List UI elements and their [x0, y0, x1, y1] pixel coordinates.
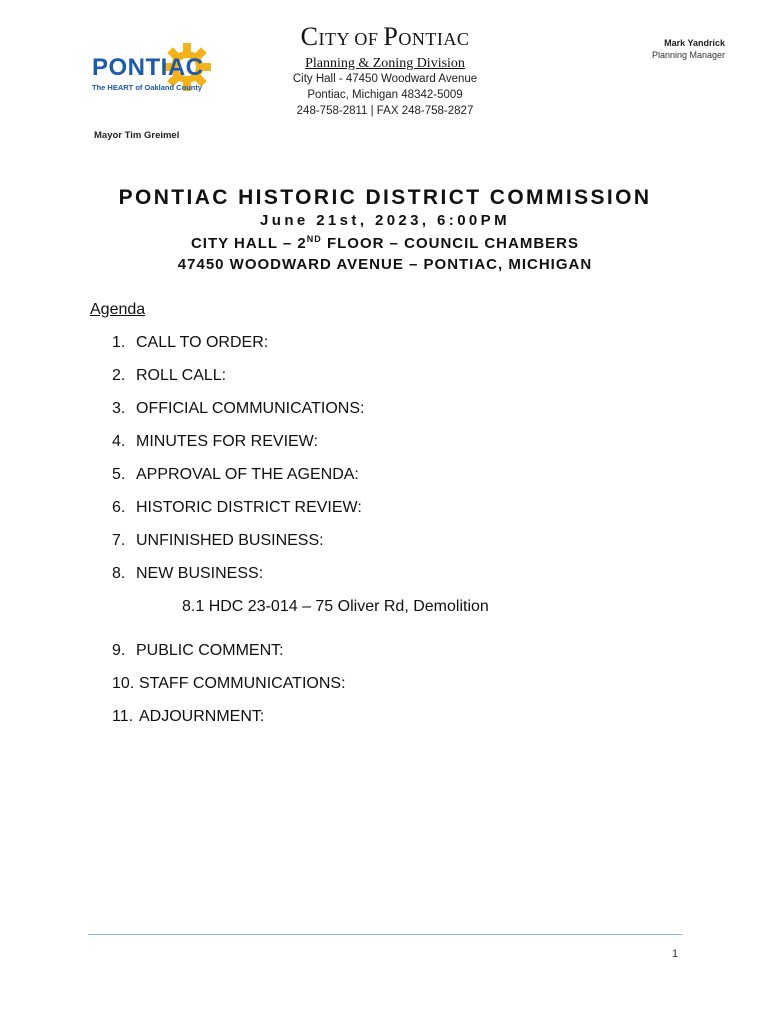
- division-name: Planning & Zoning Division: [305, 56, 465, 71]
- agenda-item: [112, 708, 264, 726]
- agenda-item-label: APPROVAL OF THE AGENDA:: [136, 466, 359, 483]
- agenda-item-number: 1.: [112, 334, 126, 351]
- page-number: 1: [672, 948, 679, 960]
- agenda-item-label: MINUTES FOR REVIEW:: [136, 433, 318, 450]
- agenda-heading: Agenda: [90, 301, 146, 318]
- agenda-item-number: 9.: [112, 642, 126, 659]
- agenda-item: [112, 532, 324, 550]
- city-title-p: P: [383, 22, 399, 51]
- logo-tagline: The HEART of Oakland County: [92, 83, 203, 92]
- agenda-item: [112, 334, 268, 352]
- mayor-name: Mayor Tim Greimel: [94, 130, 180, 141]
- city-title-of: OF: [354, 29, 384, 49]
- agenda-item-number: 4.: [112, 433, 126, 450]
- agenda-item-label: UNFINISHED BUSINESS:: [136, 532, 324, 549]
- city-title: [0, 22, 770, 52]
- address-line-2: Pontiac, Michigan 48342-5009: [307, 89, 463, 101]
- manager-name: Mark Yandrick: [664, 38, 725, 48]
- agenda-item: [112, 466, 359, 484]
- phone-fax-line: 248-758-2811 | FAX 248-758-2827: [296, 105, 474, 117]
- manager-title: Planning Manager: [651, 50, 725, 60]
- city-title-c: C: [300, 22, 319, 51]
- agenda-item-label: STAFF COMMUNICATIONS:: [139, 675, 346, 692]
- agenda-item-label: ADJOURNMENT:: [139, 708, 265, 725]
- agenda-item-label: HISTORIC DISTRICT REVIEW:: [136, 499, 362, 516]
- agenda-item: [112, 642, 284, 660]
- city-title-ontiac: ONTIAC: [398, 29, 470, 49]
- agenda-item: [112, 400, 364, 418]
- agenda-item-number: 5.: [112, 466, 126, 483]
- location-superscript: ND: [306, 234, 322, 244]
- agenda-item-label: NEW BUSINESS:: [136, 565, 264, 582]
- agenda-item-number: 2.: [112, 367, 126, 384]
- agenda-item: [112, 367, 226, 385]
- meeting-address: 47450 WOODWARD AVENUE – PONTIAC, MICHIGAN: [177, 256, 593, 273]
- agenda-sub-item: 8.1 HDC 23-014 – 75 Oliver Rd, Demolition: [182, 598, 489, 615]
- location-prefix: CITY HALL – 2: [190, 235, 307, 252]
- agenda-item-number: 3.: [112, 400, 126, 417]
- agenda-item-label: PUBLIC COMMENT:: [136, 642, 284, 659]
- agenda-item-label: OFFICIAL COMMUNICATIONS:: [136, 400, 365, 417]
- agenda-item-number: 11.: [112, 708, 134, 725]
- agenda-item-number: 10.: [112, 675, 135, 692]
- agenda-item: [112, 675, 346, 693]
- agenda-item-number: 7.: [112, 532, 126, 549]
- agenda-item-number: 8.: [112, 565, 126, 582]
- footer-divider: [88, 934, 682, 935]
- agenda-item-label: ROLL CALL:: [136, 367, 227, 384]
- agenda-item: [112, 565, 263, 583]
- commission-title: PONTIAC HISTORIC DISTRICT COMMISSION: [118, 186, 652, 209]
- agenda-item-number: 6.: [112, 499, 126, 516]
- logo-wordmark: PONTIAC: [92, 54, 204, 81]
- location-suffix: FLOOR – COUNCIL CHAMBERS: [321, 235, 580, 252]
- address-line-1: City Hall - 47450 Woodward Avenue: [292, 73, 478, 85]
- agenda-item: [112, 433, 318, 451]
- meeting-location: [0, 234, 770, 252]
- agenda-item: [112, 499, 362, 517]
- city-title-ity: ITY: [318, 29, 355, 49]
- meeting-date: June 21st, 2023, 6:00PM: [260, 212, 510, 229]
- agenda-item-label: CALL TO ORDER:: [136, 334, 269, 351]
